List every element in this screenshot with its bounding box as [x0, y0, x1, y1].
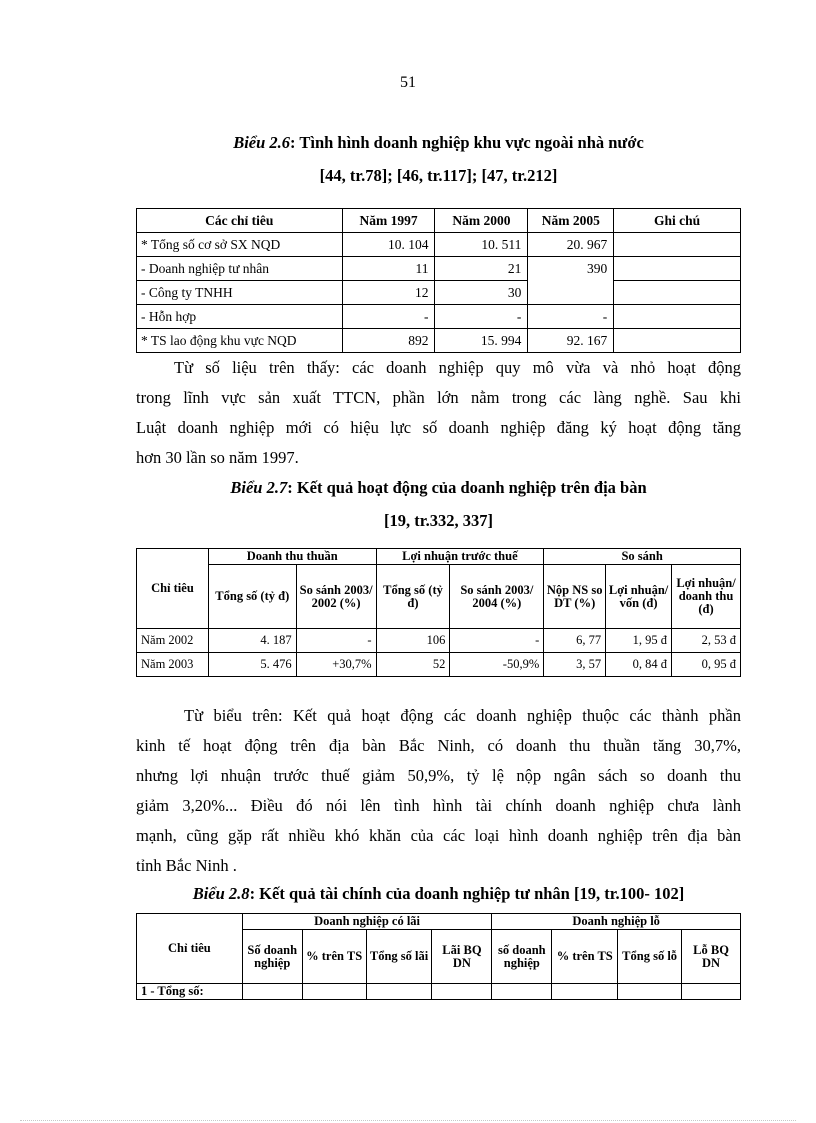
header-cell: Chỉ tiêu — [137, 549, 209, 629]
header-cell: Nộp NS so DT (%) — [544, 565, 606, 629]
header-cell: Lợi nhuận/ vốn (đ) — [606, 565, 672, 629]
caption-title: : Kết quả tài chính của doanh nghiệp tư nhân [19, tr.100- 102] — [249, 884, 685, 903]
text-line: mạnh, cũng gặp rất nhiều khó khăn của các loại hình doanh nghiệp trên địa bàn — [136, 826, 741, 845]
table-row — [137, 653, 741, 677]
caption-refs: [44, tr.78]; [46, tr.117]; [47, tr.212] — [319, 166, 558, 185]
group-header: Lợi nhuận trước thuế — [376, 549, 544, 565]
group-header: Doanh thu thuần — [208, 549, 376, 565]
table-cell: 3, 57 — [544, 653, 606, 677]
table-cell: 12 — [342, 281, 435, 305]
table-bieu-2-8 — [136, 913, 741, 1000]
table-cell: 5. 476 — [208, 653, 296, 677]
table-cell: 1 - Tổng số: — [137, 984, 243, 1000]
caption-title: : Tình hình doanh nghiệp khu vực ngoài nhà nước — [290, 133, 644, 152]
table-row — [137, 257, 741, 281]
header-cell: Lợi nhuận/ doanh thu (đ) — [672, 565, 741, 629]
table-header-row — [137, 209, 741, 233]
header-cell: Tổng số (tỷ đ) — [208, 565, 296, 629]
table-cell: 390 — [528, 257, 614, 281]
header-cell: So sánh 2003/ 2002 (%) — [296, 565, 376, 629]
table-cell — [302, 984, 366, 1000]
text-line: Từ biểu trên: Kết quả hoạt động các doanh nghiệp thuộc các thành phần — [184, 706, 741, 725]
table-header-row — [137, 914, 741, 930]
table-cell — [614, 281, 741, 305]
page-number: 51 — [400, 74, 416, 91]
table-cell: - Công ty TNHH — [137, 281, 343, 305]
table-row — [137, 984, 741, 1000]
caption-refs: [19, tr.332, 337] — [384, 511, 493, 530]
header-cell: Năm 2000 — [435, 209, 528, 233]
table-cell: - Doanh nghiệp tư nhân — [137, 257, 343, 281]
table-cell — [614, 257, 741, 281]
caption-bieu-2-7 — [136, 478, 741, 498]
table-cell: 21 — [435, 257, 528, 281]
table-cell: 15. 994 — [435, 329, 528, 353]
table-cell — [618, 984, 682, 1000]
table-cell — [242, 984, 302, 1000]
table-cell: 0, 95 đ — [672, 653, 741, 677]
caption-bieu-2-6 — [136, 133, 741, 153]
table-cell: 11 — [342, 257, 435, 281]
text-line: trong lĩnh vực sản xuất TTCN, phần lớn nằm trong các làng nghề. Sau khi — [136, 388, 741, 407]
table-header-row — [137, 565, 741, 629]
header-cell: Chỉ tiêu — [137, 914, 243, 984]
table-cell — [528, 281, 614, 305]
table-cell: 4. 187 — [208, 629, 296, 653]
header-cell: Ghi chú — [614, 209, 741, 233]
table-cell: 0, 84 đ — [606, 653, 672, 677]
table-cell — [682, 984, 741, 1000]
table-cell: Năm 2002 — [137, 629, 209, 653]
text-line: hơn 30 lần so năm 1997. — [136, 448, 299, 467]
table-cell — [552, 984, 618, 1000]
paragraph-1 — [136, 353, 741, 473]
header-cell: Tổng số (tỷ đ) — [376, 565, 450, 629]
table-cell: - — [435, 305, 528, 329]
table-cell: 20. 967 — [528, 233, 614, 257]
table-row — [137, 305, 741, 329]
header-cell: Tổng số lãi — [366, 930, 432, 984]
caption-label: Biểu 2.8 — [192, 884, 250, 903]
table-cell: 10. 104 — [342, 233, 435, 257]
table-cell: 10. 511 — [435, 233, 528, 257]
header-cell: % trên TS — [302, 930, 366, 984]
table-cell — [492, 984, 552, 1000]
table-row — [137, 329, 741, 353]
header-cell: Năm 2005 — [528, 209, 614, 233]
table-bieu-2-7 — [136, 548, 741, 677]
table-cell: - — [528, 305, 614, 329]
table-row — [137, 629, 741, 653]
text-line: Từ số liệu trên thấy: các doanh nghiệp quy mô vừa và nhỏ hoạt động — [174, 358, 741, 377]
table-cell: - Hỗn hợp — [137, 305, 343, 329]
header-cell: Tổng số lỗ — [618, 930, 682, 984]
table-cell — [614, 233, 741, 257]
page-bottom-dotted-line — [20, 1120, 796, 1121]
table-cell: 6, 77 — [544, 629, 606, 653]
table-cell: - — [342, 305, 435, 329]
table-cell: Năm 2003 — [137, 653, 209, 677]
header-cell: Lỗ BQ DN — [682, 930, 741, 984]
table-cell: +30,7% — [296, 653, 376, 677]
group-header: Doanh nghiệp lỗ — [492, 914, 741, 930]
text-line: Luật doanh nghiệp mới có hiệu lực số doanh nghiệp đăng ký hoạt động tăng — [136, 418, 741, 437]
table-cell — [614, 329, 741, 353]
caption-title: : Kết quả hoạt động của doanh nghiệp trên địa bàn — [287, 478, 647, 497]
caption-label: Biểu 2.7 — [230, 478, 288, 497]
table-cell: 892 — [342, 329, 435, 353]
table-cell: 2, 53 đ — [672, 629, 741, 653]
table-cell — [432, 984, 492, 1000]
table-cell: - — [296, 629, 376, 653]
header-cell: số doanh nghiệp — [492, 930, 552, 984]
table-cell — [614, 305, 741, 329]
table-cell — [366, 984, 432, 1000]
table-cell: -50,9% — [450, 653, 544, 677]
paragraph-2 — [136, 701, 741, 881]
header-cell: Số doanh nghiệp — [242, 930, 302, 984]
text-line: giảm 3,20%... Điều đó nói lên tình hình tài chính doanh nghiệp chưa lành — [136, 796, 741, 815]
text-line: tỉnh Bắc Ninh . — [136, 856, 237, 875]
header-cell: Lãi BQ DN — [432, 930, 492, 984]
table-header-row — [137, 549, 741, 565]
header-cell: Các chỉ tiêu — [137, 209, 343, 233]
table-cell: 92. 167 — [528, 329, 614, 353]
table-cell: 52 — [376, 653, 450, 677]
table-row — [137, 281, 741, 305]
table-cell: 1, 95 đ — [606, 629, 672, 653]
group-header: Doanh nghiệp có lãi — [242, 914, 492, 930]
header-cell: So sánh 2003/ 2004 (%) — [450, 565, 544, 629]
text-line: kinh tế hoạt động trên địa bàn Bắc Ninh, có doanh thu thuần tăng 30,7%, — [136, 736, 741, 755]
caption-label: Biểu 2.6 — [233, 133, 291, 152]
table-cell: * TS lao động khu vực NQD — [137, 329, 343, 353]
table-cell: 106 — [376, 629, 450, 653]
table-cell: 30 — [435, 281, 528, 305]
table-cell: * Tổng số cơ sở SX NQD — [137, 233, 343, 257]
text-line: nhưng lợi nhuận trước thuế giảm 50,9%, tỷ lệ nộp ngân sách so doanh thu — [136, 766, 741, 785]
header-cell: Năm 1997 — [342, 209, 435, 233]
header-cell: % trên TS — [552, 930, 618, 984]
table-bieu-2-6 — [136, 208, 741, 353]
group-header: So sánh — [544, 549, 741, 565]
table-cell: - — [450, 629, 544, 653]
table-row — [137, 233, 741, 257]
caption-bieu-2-8 — [136, 884, 741, 904]
